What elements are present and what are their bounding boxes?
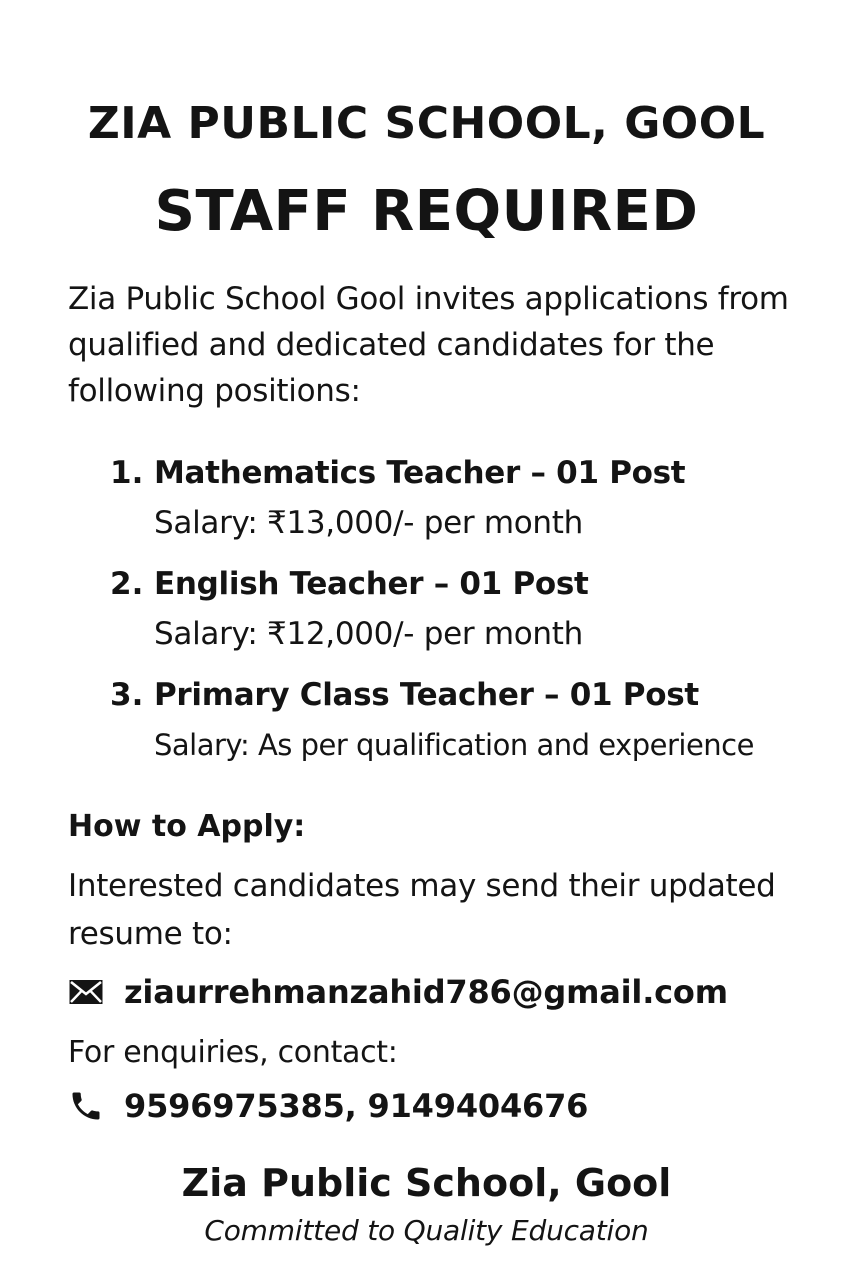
position-item-english <box>110 561 830 672</box>
how-to-apply-heading: How to Apply: <box>68 809 306 844</box>
position-number: 1. <box>110 455 144 491</box>
apply-line: resume to: <box>68 916 233 952</box>
position-number: 3. <box>110 677 144 713</box>
intro-paragraph <box>68 276 808 414</box>
position-number: 2. <box>110 566 144 602</box>
email-address[interactable]: ziaurrehmanzahid786@gmail.com <box>124 973 728 1011</box>
phone-icon <box>68 1086 112 1126</box>
phone-contact <box>68 1082 588 1130</box>
apply-line: Interested candidates may send their updated <box>68 868 776 904</box>
footer-school-name: Zia Public School, Gool <box>181 1161 672 1205</box>
position-title: Mathematics Teacher – 01 Post <box>154 455 686 491</box>
position-title: English Teacher – 01 Post <box>154 566 589 602</box>
position-item-primary <box>110 672 830 783</box>
intro-line: qualified and dedicated candidates for the <box>68 327 715 363</box>
apply-instructions <box>68 862 776 958</box>
enquiry-label: For enquiries, contact: <box>68 1035 398 1070</box>
position-item-mathematics <box>110 450 830 561</box>
position-title: Primary Class Teacher – 01 Post <box>154 677 699 713</box>
intro-line: Zia Public School Gool invites applications from <box>68 281 789 317</box>
footer-tagline: Committed to Quality Education <box>204 1214 649 1247</box>
staff-required-heading: STAFF REQUIRED <box>154 179 699 244</box>
intro-line: following positions: <box>68 373 361 409</box>
position-salary: Salary: As per qualification and experience <box>154 728 754 762</box>
envelope-icon <box>68 972 112 1012</box>
positions-list <box>110 450 830 783</box>
school-name-title: ZIA PUBLIC SCHOOL, GOOL <box>87 98 766 149</box>
phone-numbers[interactable]: 9596975385, 9149404676 <box>124 1087 589 1125</box>
position-salary: Salary: ₹12,000/- per month <box>154 616 583 652</box>
position-salary: Salary: ₹13,000/- per month <box>154 505 583 541</box>
email-contact <box>68 968 728 1016</box>
